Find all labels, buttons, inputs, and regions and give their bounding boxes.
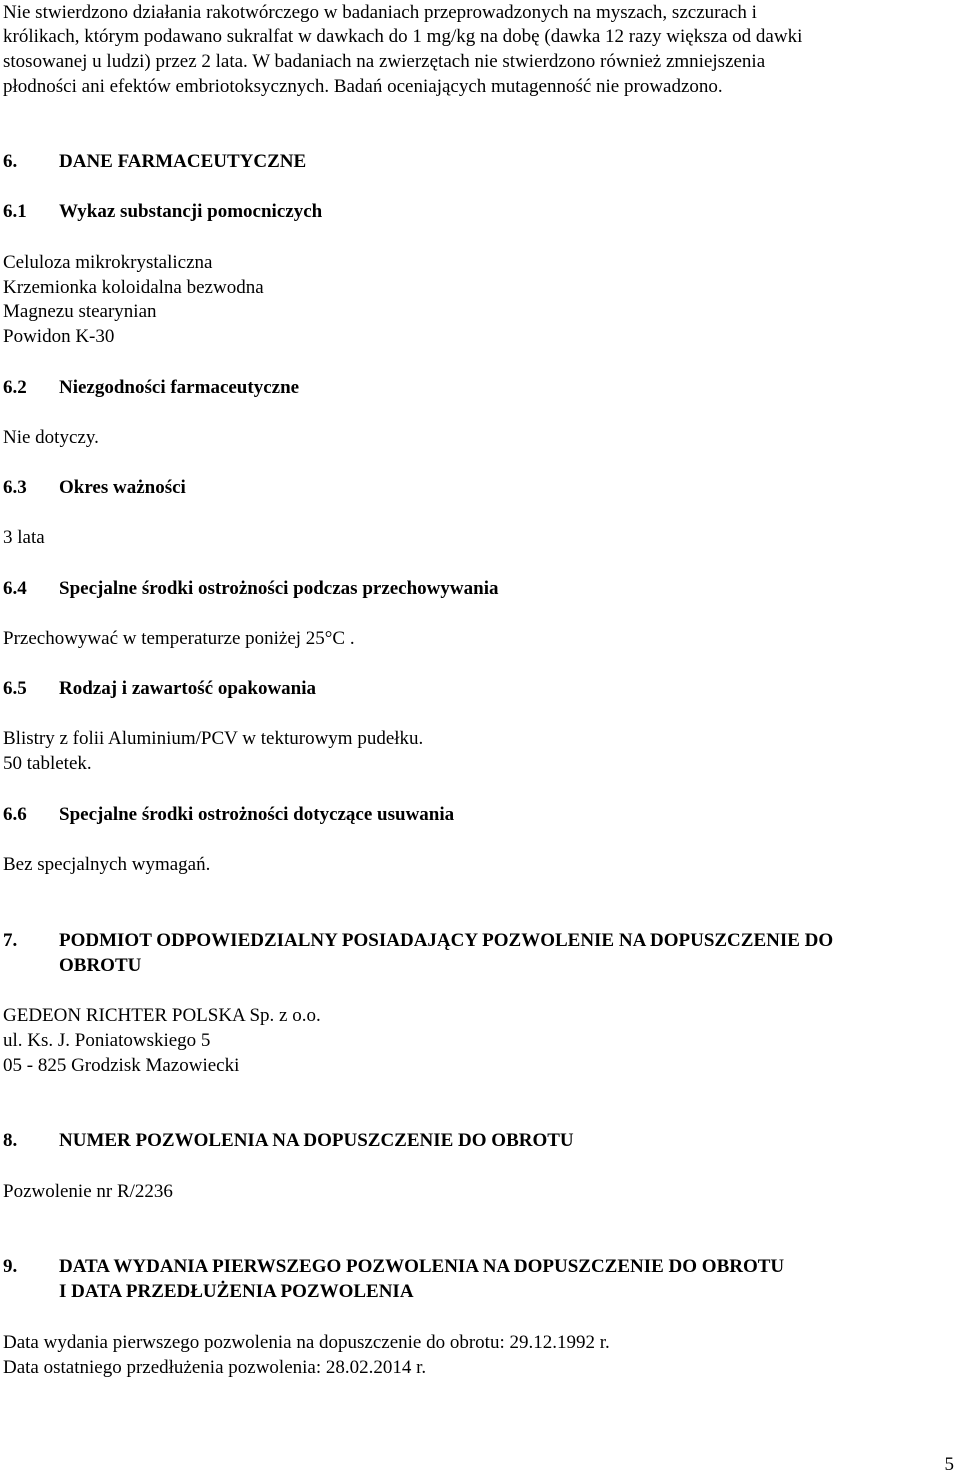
section-6-4-heading — [3, 576, 498, 601]
section-7-heading — [3, 928, 833, 953]
section-number: 6.3 — [3, 477, 27, 498]
section-title: Niezgodności farmaceutyczne — [59, 377, 300, 398]
section-6-2-text: Nie dotyczy. — [3, 427, 99, 448]
section-title: DANE FARMACEUTYCZNE — [59, 151, 307, 172]
intro-line-2: królikach, którym podawano sukralfat w dawkach do 1 mg/kg na dobę (dawka 12 razy większa od dawki — [3, 26, 803, 47]
renewal-date: Data ostatniego przedłużenia pozwolenia: 28.02.2014 r. — [3, 1357, 427, 1378]
section-number: 9. — [3, 1256, 18, 1277]
section-number: 6.6 — [3, 804, 27, 825]
section-7-heading-line-2 — [3, 953, 141, 978]
section-number: 7. — [3, 930, 18, 951]
company-city: 05 - 825 Grodzisk Mazowiecki — [3, 1055, 240, 1076]
excipient-item: Celuloza mikrokrystaliczna — [3, 252, 213, 273]
first-permit-date: Data wydania pierwszego pozwolenia na dopuszczenie do obrotu: 29.12.1992 r. — [3, 1332, 610, 1353]
permit-number: Pozwolenie nr R/2236 — [3, 1181, 173, 1202]
section-6-2-heading — [3, 375, 299, 400]
section-title: Wykaz substancji pomocniczych — [59, 201, 323, 222]
page-number: 5 — [944, 1454, 954, 1475]
section-9-heading — [3, 1254, 784, 1279]
section-title: Rodzaj i zawartość opakowania — [59, 678, 317, 699]
section-6-5-line-1: Blistry z folii Aluminium/PCV w tekturowym pudełku. — [3, 728, 424, 749]
section-number: 8. — [3, 1130, 18, 1151]
section-number: 6.5 — [3, 678, 27, 699]
section-6-5-heading — [3, 676, 316, 701]
section-6-heading — [3, 149, 306, 174]
section-number: 6. — [3, 151, 18, 172]
section-9-heading-line-2 — [3, 1279, 414, 1304]
section-6-1-heading — [3, 199, 322, 224]
intro-line-4: płodności ani efektów embriotoksycznych. Badań oceniających mutagenność nie prowadzono. — [3, 76, 723, 97]
company-name: GEDEON RICHTER POLSKA Sp. z o.o. — [3, 1005, 321, 1026]
section-title: NUMER POZWOLENIA NA DOPUSZCZENIE DO OBROTU — [59, 1130, 574, 1151]
section-title: Specjalne środki ostrożności podczas przechowywania — [59, 578, 499, 599]
section-6-4-text: Przechowywać w temperaturze poniżej 25°C . — [3, 628, 355, 649]
section-title-cont: OBROTU — [59, 955, 142, 976]
section-number: 6.4 — [3, 578, 27, 599]
section-number: 6.2 — [3, 377, 27, 398]
section-6-6-text: Bez specjalnych wymagań. — [3, 854, 211, 875]
company-street: ul. Ks. J. Poniatowskiego 5 — [3, 1030, 211, 1051]
section-title: Specjalne środki ostrożności dotyczące usuwania — [59, 804, 455, 825]
excipient-item: Magnezu stearynian — [3, 301, 157, 322]
excipient-item: Powidon K-30 — [3, 326, 115, 347]
section-6-3-heading — [3, 475, 186, 500]
section-title: Okres ważności — [59, 477, 186, 498]
section-6-3-text: 3 lata — [3, 527, 45, 548]
section-6-5-line-2: 50 tabletek. — [3, 753, 92, 774]
excipient-item: Krzemionka koloidalna bezwodna — [3, 277, 264, 298]
section-8-heading — [3, 1128, 574, 1153]
section-title: DATA WYDANIA PIERWSZEGO POZWOLENIA NA DOPUSZCZENIE DO OBROTU — [59, 1256, 785, 1277]
section-title: PODMIOT ODPOWIEDZIALNY POSIADAJĄCY POZWOLENIE NA DOPUSZCZENIE DO — [59, 930, 834, 951]
section-title-cont: I DATA PRZEDŁUŻENIA POZWOLENIA — [59, 1281, 414, 1302]
section-number: 6.1 — [3, 201, 27, 222]
section-6-6-heading — [3, 802, 454, 827]
intro-line-1: Nie stwierdzono działania rakotwórczego w badaniach przeprowadzonych na myszach, szczurach i — [3, 2, 757, 23]
intro-line-3: stosowanej u ludzi) przez 2 lata. W badaniach na zwierzętach nie stwierdzono również zmniejszenia — [3, 51, 766, 72]
